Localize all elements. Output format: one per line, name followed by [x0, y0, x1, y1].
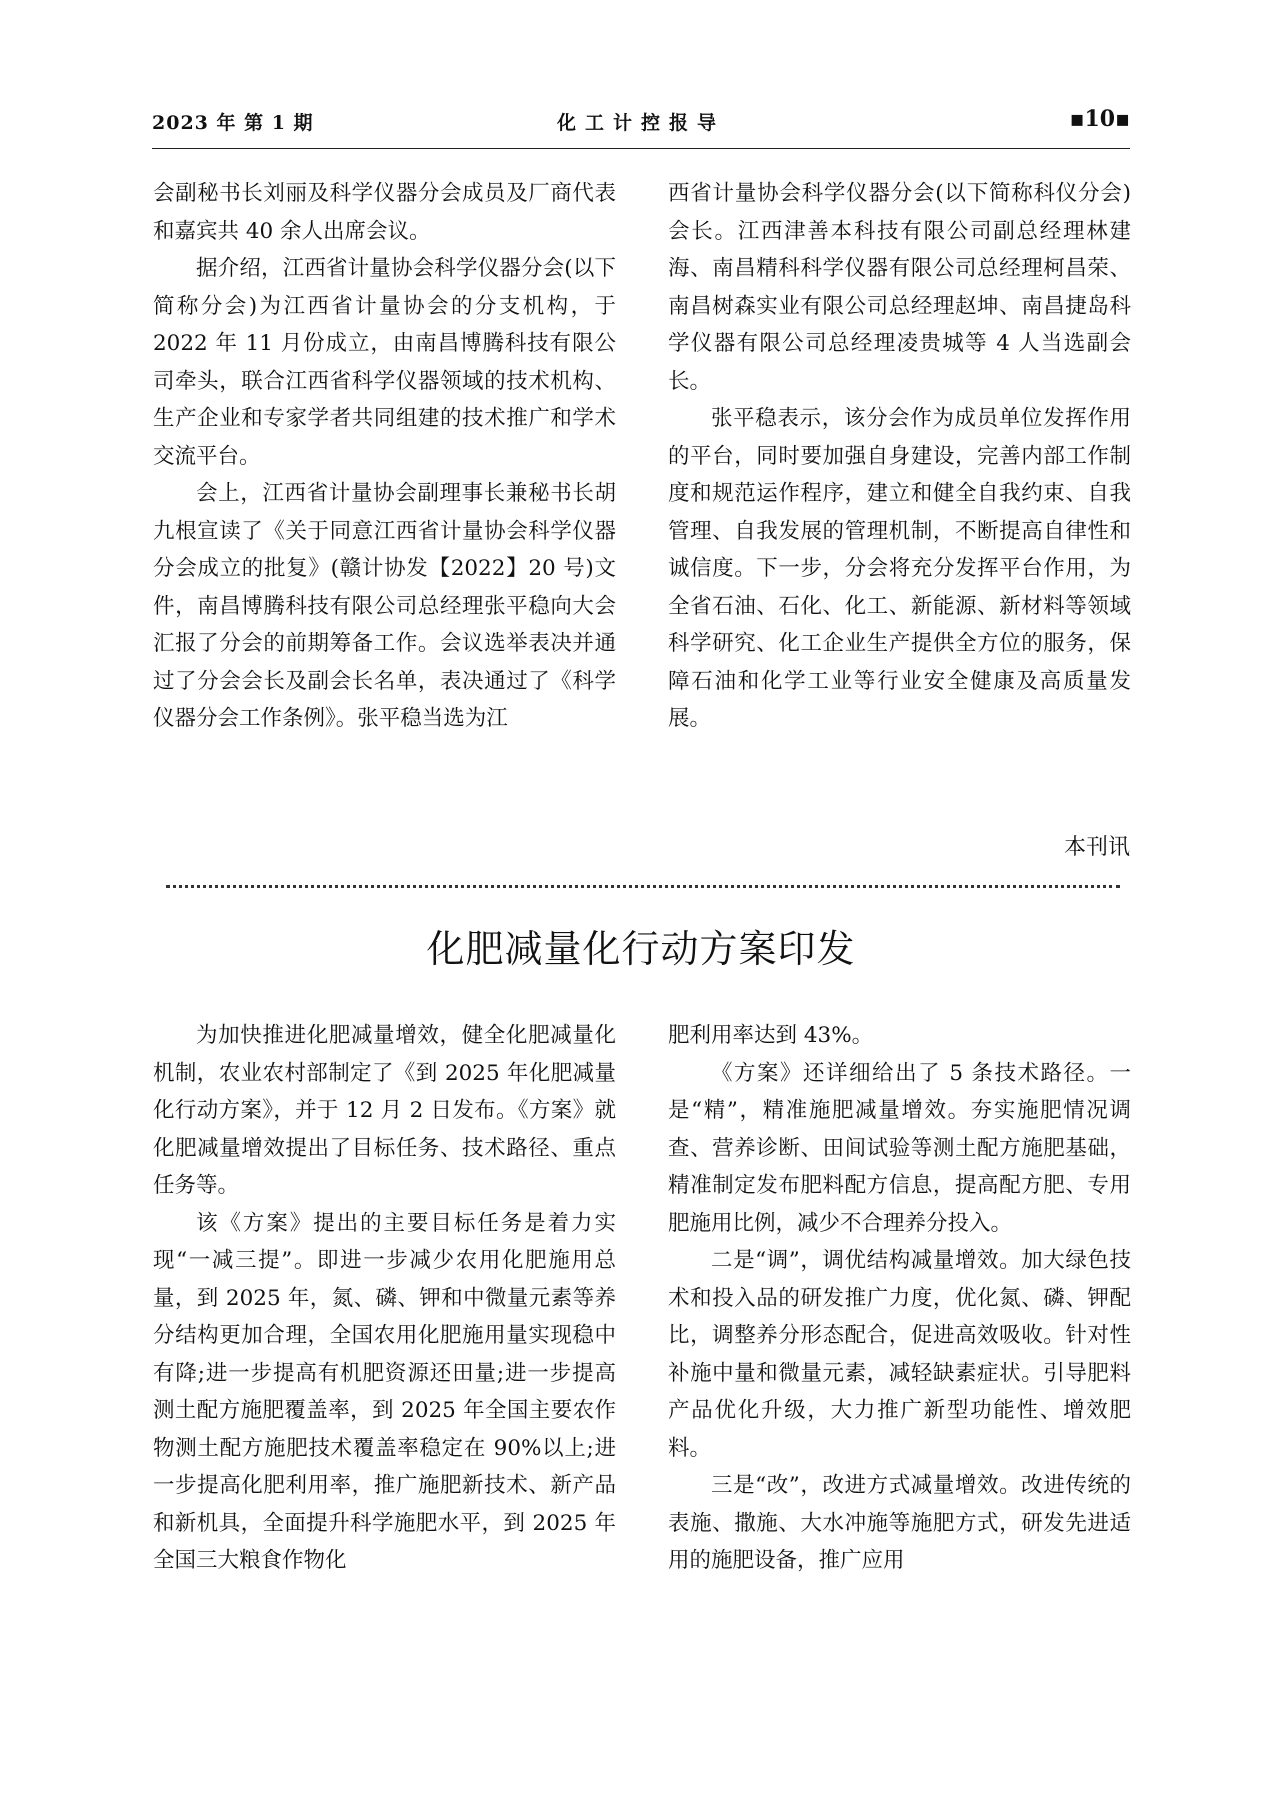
paragraph: 西省计量协会科学仪器分会(以下简称科仪分会)会长。江西津善本科技有限公司副总经理林建海、南昌精科科学仪器有限公司总经理柯昌荣、南昌树森实业有限公司总经理赵坤、南昌捷岛科学仪器有限公司总经理凌贵城等 4 人当选副会长。: [668, 181, 1131, 394]
article-source: 本刊讯: [1063, 835, 1130, 860]
paragraph: 三是“改”，改进方式减量增效。改进传统的表施、撒施、大水冲施等施肥方式，研发先进适用的施肥设备，推广应用: [668, 1473, 1131, 1573]
paragraph: 《方案》还详细给出了 5 条技术路径。一是“精”，精准施肥减量增效。夯实施肥情况调查、营养诊断、田间试验等测土配方施肥基础，精准制定发布肥料配方信息，提高配方肥、专用肥施用比例，减少不合理养分投入。: [668, 1060, 1131, 1236]
header-divider: [152, 148, 1130, 149]
article1-right-column: [668, 175, 1131, 738]
paragraph: 为加快推进化肥减量增效，健全化肥减量化机制，农业农村部制定了《到 2025 年化肥减量化行动方案》，并于 12 月 2 日发布。《方案》就化肥减量增效提出了目标任务、技术路径、重点任务等。: [153, 1023, 616, 1198]
paragraph: 会副秘书长刘丽及科学仪器分会成员及厂商代表和嘉宾共 40 余人出席会议。: [153, 181, 616, 244]
paragraph: 该《方案》提出的主要目标任务是着力实现“一减三提”。即进一步减少农用化肥施用总量，到 2025 年，氮、磷、钾和中微量元素等养分结构更加合理，全国农用化肥施用量实现稳中有降;进一步提高有机肥资源还田量;进一步提高测土配方施肥覆盖率，到 2025 年全国主要农作物测土配方施肥技术覆盖率稳定在 90%以上;进一步提高化肥利用率，推广施肥新技术、新产品和新机具，全面提升科学施肥水平，到 2025 年全国三大粮食作物化: [153, 1210, 616, 1573]
article1-left-column: [153, 175, 616, 738]
paragraph: 会上，江西省计量协会副理事长兼秘书长胡九根宣读了《关于同意江西省计量协会科学仪器分会成立的批复》(赣计协发【2022】20 号)文件，南昌博腾科技有限公司总经理张平稳向大会汇报了分会的前期筹备工作。会议选举表决并通过了分会会长及副会长名单，表决通过了《科学仪器分会工作条例》。张平稳当选为江: [153, 481, 616, 731]
dotted-separator: [166, 885, 1120, 888]
paragraph: 据介绍，江西省计量协会科学仪器分会(以下简称分会)为江西省计量协会的分支机构，于 2022 年 11 月份成立，由南昌博腾科技有限公司牵头，联合江西省科学仪器领域的技术机构、生产企业和专家学者共同组建的技术推广和学术交流平台。: [153, 256, 616, 469]
article2-left-column: [153, 1017, 616, 1580]
page-number: ▪10▪: [1069, 106, 1130, 132]
paragraph: 肥利用率达到 43%。: [668, 1023, 874, 1048]
page-header: [152, 108, 1130, 142]
paragraph: 张平稳表示，该分会作为成员单位发挥作用的平台，同时要加强自身建设，完善内部工作制度和规范运作程序，建立和健全自我约束、自我管理、自我发展的管理机制，不断提高自律性和诚信度。下一步，分会将充分发挥平台作用，为全省石油、石化、化工、新能源、新材料等领域科学研究、化工企业生产提供全方位的服务，保障石油和化学工业等行业安全健康及高质量发展。: [668, 406, 1131, 731]
journal-title: 化工计控报导: [556, 112, 725, 134]
paragraph: 二是“调”，调优结构减量增效。加大绿色技术和投入品的研发推广力度，优化氮、磷、钾配比，调整养分形态配合，促进高效吸收。针对性补施中量和微量元素，减轻缺素症状。引导肥料产品优化升级，大力推广新型功能性、增效肥料。: [668, 1248, 1131, 1461]
article-title: 化肥减量化行动方案印发: [426, 927, 856, 971]
issue-label: 2023 年 第 1 期: [152, 112, 314, 134]
article2-right-column: [668, 1017, 1131, 1580]
